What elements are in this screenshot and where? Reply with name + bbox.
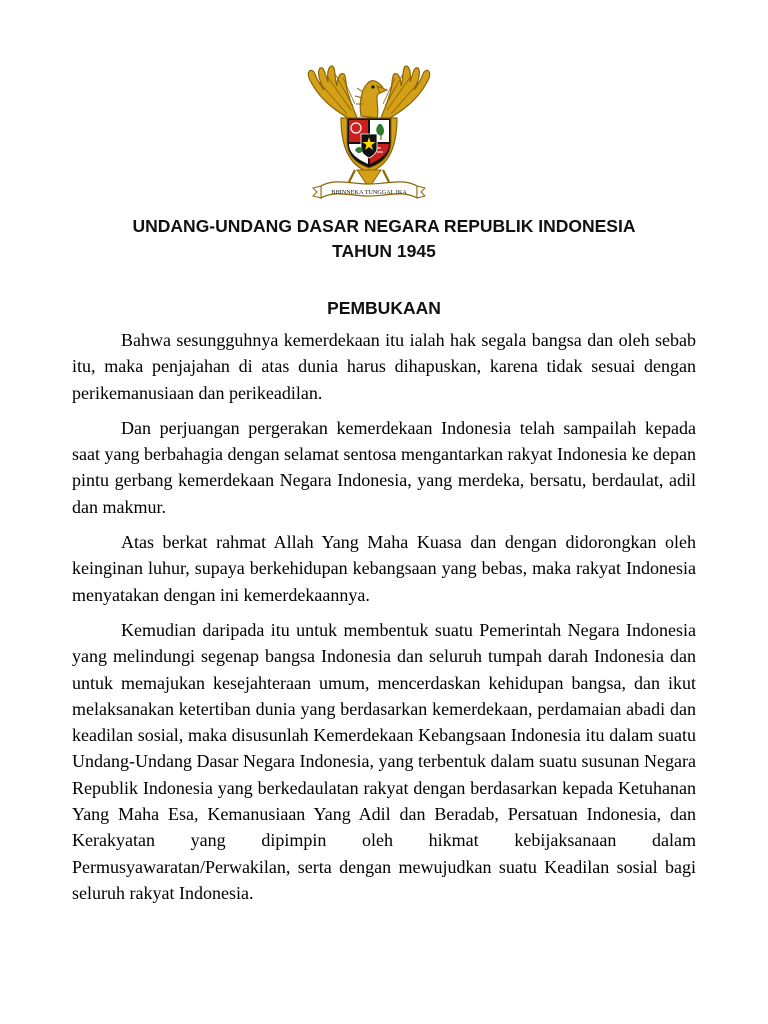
document-title: UNDANG-UNDANG DASAR NEGARA REPUBLIK INDONESIA <box>132 216 636 236</box>
section-heading: PEMBUKAAN <box>327 298 441 318</box>
document-title-year: TAHUN 1945 <box>332 241 436 261</box>
svg-text:BHINNEKA TUNGGAL IKA: BHINNEKA TUNGGAL IKA <box>331 189 407 196</box>
paragraph: Kemudian daripada itu untuk membentuk suatu Pemerintah Negara Indonesia yang melindungi segenap bangsa Indonesia dan seluruh tumpah darah Indonesia dan untuk memajukan kesejahteraan umum, mencerdaskan kehidupan bangsa, dan ikut melaksanakan ketertiban dunia yang berdasarkan kemerdekaan, perdamaian abadi dan keadilan sosial, maka disusunlah Kemerdekaan Kebangsaan Indonesia itu dalam suatu Undang-Undang Dasar Negara Indonesia, yang terbentuk dalam suatu susunan Negara Republik Indonesia yang berkedaulatan rakyat dengan berdasarkan kepada Ketuhanan Yang Maha Esa, Kemanusiaan Yang Adil dan Beradab, Persatuan Indonesia, dan Kerakyatan yang dipimpin oleh hikmat kebijaksanaan dalam Permusyawaratan/Perwakilan, serta dengan mewujudkan suatu Keadilan sosial bagi seluruh rakyat Indonesia. <box>72 619 696 903</box>
paragraph: Dan perjuangan pergerakan kemerdekaan Indonesia telah sampailah kepada saat yang berbahagia dengan selamat sentosa mengantarkan rakyat Indonesia ke depan pintu gerbang kemerdekaan Negara Indonesia, yang merdeka, bersatu, berdaulat, adil dan makmur. <box>72 417 696 517</box>
paragraph: Atas berkat rahmat Allah Yang Maha Kuasa dan dengan didorongkan oleh keinginan luhur, supaya berkehidupan kebangsaan yang bebas, maka rakyat Indonesia menyatakan dengan ini kemerdekaannya. <box>72 532 696 605</box>
garuda-pancasila-emblem-icon <box>297 60 441 208</box>
document-body <box>72 327 696 915</box>
paragraph: Bahwa sesungguhnya kemerdekaan itu ialah hak segala bangsa dan oleh sebab itu, maka penjajahan di atas dunia harus dihapuskan, karena tidak sesuai dengan perikemanusiaan dan perikeadilan. <box>72 330 696 403</box>
